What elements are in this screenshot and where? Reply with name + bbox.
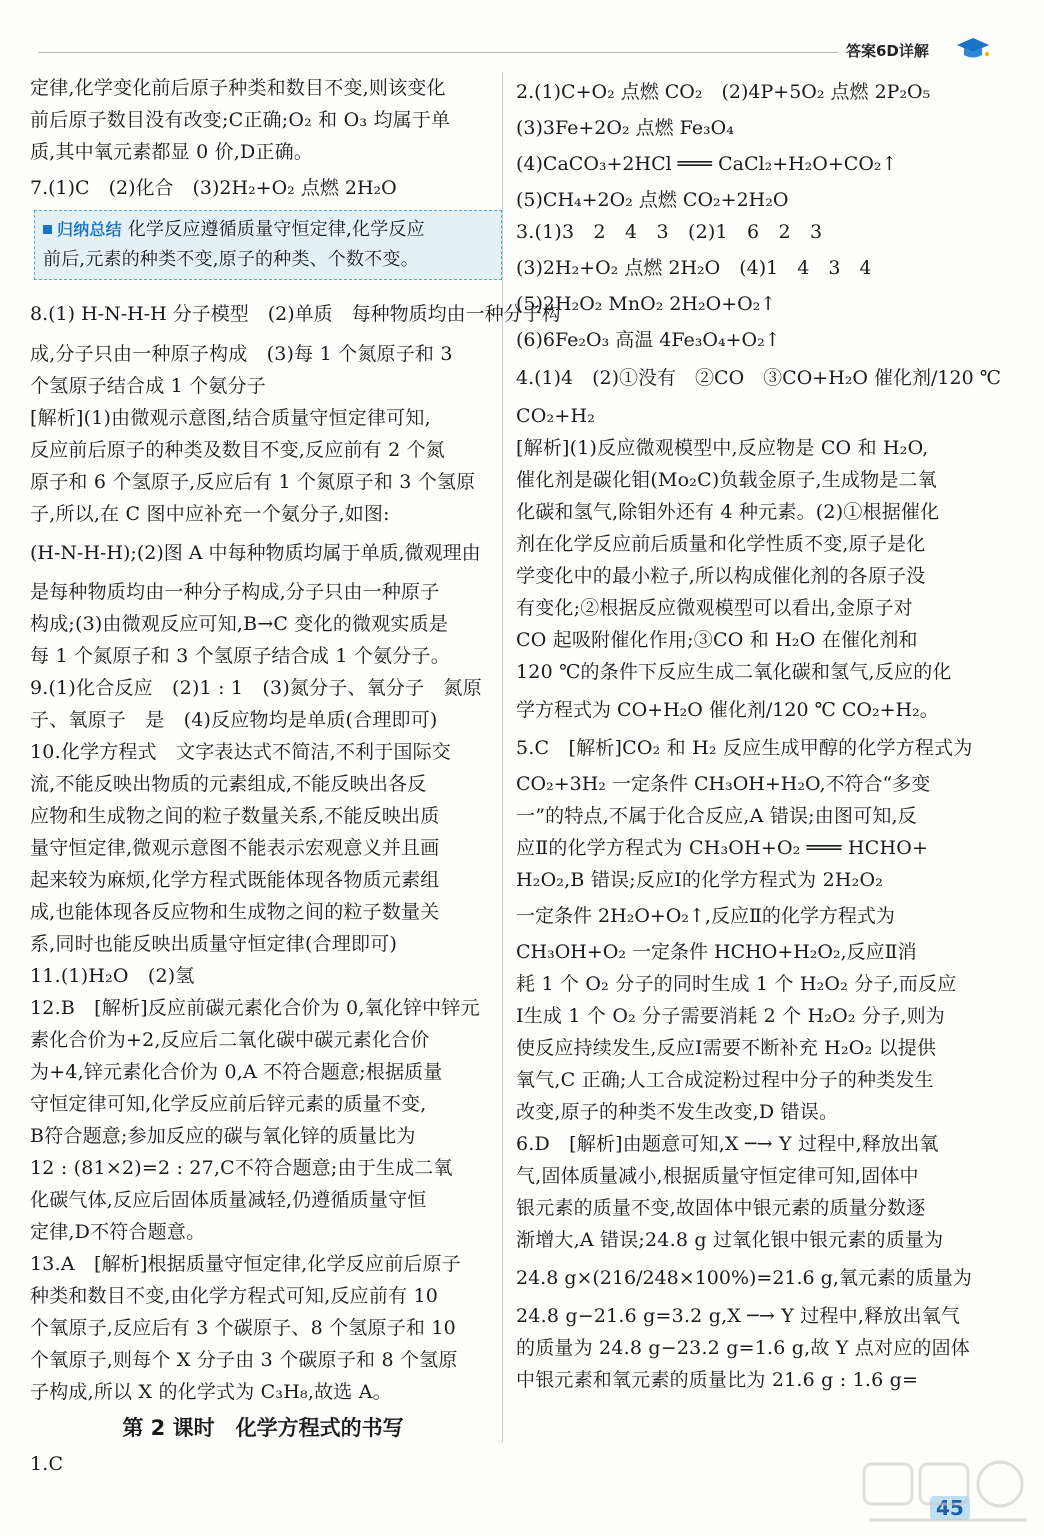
text-line: 质,其中氧元素都显 0 价,D正确。	[30, 141, 314, 163]
page-number: 45	[930, 1496, 970, 1520]
equation-line: (6)6Fe₂O₃ 高温 4Fe₃O₄+O₂↑	[516, 329, 781, 351]
text-line: CO 起吸附催化作用;③CO 和 H₂O 在催化剂和	[516, 629, 918, 651]
answer-5: 5.C [解析]CO₂ 和 H₂ 反应生成甲醇的化学方程式为	[516, 737, 973, 759]
answer-8: 8.(1) H-N-H-H 分子模型 (2)单质 每种物质均由一种分子构	[30, 303, 561, 325]
text-line: 素化合价为+2,反应后二氧化碳中碳元素化合价	[30, 1029, 430, 1051]
graduation-cap-icon	[956, 34, 990, 62]
text-line: 化碳和氢气,除钼外还有 4 种元素。(2)①根据催化	[516, 501, 940, 523]
text-line: H₂O₂,B 错误;反应Ⅰ的化学方程式为 2H₂O₂	[516, 869, 884, 891]
text-line: 定律,化学变化前后原子种类和数目不变,则该变化	[30, 77, 446, 99]
text-line: 一定条件 2H₂O+O₂↑,反应Ⅱ的化学方程式为	[516, 905, 895, 927]
text-line: B符合题意;参加反应的碳与氧化锌的质量比为	[30, 1125, 416, 1147]
text-line: 是每种物质均由一种分子构成,分子只由一种原子	[30, 581, 440, 603]
text-line: 个氧原子,则每个 X 分子由 3 个碳原子和 8 个氢原	[30, 1349, 458, 1371]
text-line: 24.8 g−21.6 g=3.2 g,X ─→ Y 过程中,释放出氧气	[516, 1305, 961, 1327]
answer-10: 10.化学方程式 文字表达式不简洁,不利于国际交	[30, 741, 452, 763]
text-line: 一”的特点,不属于化合反应,A 错误;由图可知,反	[516, 805, 917, 827]
equation-line: (3)3Fe+2O₂ 点燃 Fe₃O₄	[516, 117, 734, 139]
text-line: 系,同时也能反映出质量守恒定律(合理即可)	[30, 933, 398, 955]
text-line: 渐增大,A 错误;24.8 g 过氧化银中银元素的质量为	[516, 1229, 944, 1251]
answer-9: 9.(1)化合反应 (2)1 : 1 (3)氮分子、氧分子 氮原	[30, 677, 482, 699]
summary-label: 归纳总结	[43, 220, 122, 239]
section-title: 第 2 课时 化学方程式的书写	[122, 1416, 404, 1440]
text-line: 个氧原子,反应后有 3 个碳原子、8 个氢原子和 10	[30, 1317, 456, 1339]
text-line: CO₂+3H₂ 一定条件 CH₃OH+H₂O,不符合“多变	[516, 773, 931, 795]
equation-line: (5)CH₄+2O₂ 点燃 CO₂+2H₂O	[516, 189, 789, 211]
text-line: 个氢原子结合成 1 个氨分子	[30, 375, 266, 397]
text-line: 定律,D不符合题意。	[30, 1221, 206, 1243]
text-line: 化碳气体,反应后固体质量减轻,仍遵循质量守恒	[30, 1189, 427, 1211]
text-line: 催化剂是碳化钼(Mo₂C)负载金原子,生成物是二氧	[516, 469, 937, 491]
text-line: 学方程式为 CO+H₂O 催化剂/120 ℃ CO₂+H₂。	[516, 699, 939, 721]
answer-13: 13.A [解析]根据质量守恒定律,化学反应前后原子	[30, 1253, 462, 1275]
header-brand: 答案6D详解	[846, 42, 929, 60]
answer-3: 3.(1)3 2 4 3 (2)1 6 2 3	[516, 221, 823, 243]
text-line: CH₃OH+O₂ 一定条件 HCHO+H₂O₂,反应Ⅱ消	[516, 941, 917, 963]
text-line: 耗 1 个 O₂ 分子的同时生成 1 个 H₂O₂ 分子,而反应	[516, 973, 957, 995]
equation-line: (4)CaCO₃+2HCl ═══ CaCl₂+H₂O+CO₂↑	[516, 153, 898, 175]
text-line: 120 ℃的条件下反应生成二氧化碳和氢气,反应的化	[516, 661, 952, 683]
text-line: 构成;(3)由微观反应可知,B→C 变化的微观实质是	[30, 613, 449, 635]
text-line: 氧气,C 正确;人工合成淀粉过程中分子的种类发生	[516, 1069, 934, 1091]
text-line: 流,不能反映出物质的元素组成,不能反映出各反	[30, 773, 427, 795]
text-line: 反应前后原子的种类及数目不变,反应前有 2 个氮	[30, 439, 446, 461]
header-rule	[38, 52, 838, 53]
watermark-logo	[860, 1458, 1036, 1530]
text-line: 起来较为麻烦,化学方程式既能体现各物质元素组	[30, 869, 440, 891]
equation-line: (3)2H₂+O₂ 点燃 2H₂O (4)1 4 3 4	[516, 257, 872, 279]
text-line: 量守恒定律,微观示意图不能表示宏观意义并且画	[30, 837, 440, 859]
text-line: 子,所以,在 C 图中应补充一个氨分子,如图:	[30, 503, 390, 525]
summary-text: 前后,元素的种类不变,原子的种类、个数不变。	[43, 249, 419, 270]
answer-12: 12.B [解析]反应前碳元素化合价为 0,氧化锌中锌元	[30, 997, 480, 1019]
analysis-line: [解析](1)反应微观模型中,反应物是 CO 和 H₂O,	[516, 437, 929, 459]
text-line: 成,也能体现各反应物和生成物之间的粒子数量关	[30, 901, 440, 923]
text-line: 12 : (81×2)=2 : 27,C不符合题意;由于生成二氧	[30, 1157, 453, 1179]
text-line: 种类和数目不变,由化学方程式可知,反应前有 10	[30, 1285, 439, 1307]
text-line: Ⅰ生成 1 个 O₂ 分子需要消耗 2 个 H₂O₂ 分子,则为	[516, 1005, 946, 1027]
equation-line: (5)2H₂O₂ MnO₂ 2H₂O+O₂↑	[516, 293, 777, 315]
answer-2: 2.(1)C+O₂ 点燃 CO₂ (2)4P+5O₂ 点燃 2P₂O₅	[516, 81, 931, 103]
text-line: 子构成,所以 X 的化学式为 C₃H₈,故选 A。	[30, 1381, 392, 1403]
text-line: 每 1 个氮原子和 3 个氢原子结合成 1 个氨分子。	[30, 645, 450, 667]
text-line: 守恒定律可知,化学反应前后锌元素的质量不变,	[30, 1093, 427, 1115]
text-line: 气,固体质量减小,根据质量守恒定律可知,固体中	[516, 1165, 919, 1187]
answer-6: 6.D [解析]由题意可知,X ─→ Y 过程中,释放出氧	[516, 1133, 939, 1155]
answer-4: 4.(1)4 (2)①没有 ②CO ③CO+H₂O 催化剂/120 ℃	[516, 367, 1001, 389]
text-line: 使反应持续发生,反应Ⅰ需要不断补充 H₂O₂ 以提供	[516, 1037, 937, 1059]
text-line: 成,分子只由一种原子构成 (3)每 1 个氮原子和 3	[30, 343, 453, 365]
answer-1: 1.C	[30, 1453, 64, 1475]
text-line: 的质量为 24.8 g−23.2 g=1.6 g,故 Y 点对应的固体	[516, 1337, 970, 1359]
text-line: (H-N-H-H);(2)图 A 中每种物质均属于单质,微观理由	[30, 542, 481, 564]
column-divider	[502, 72, 503, 1442]
answer-7: 7.(1)C (2)化合 (3)2H₂+O₂ 点燃 2H₂O	[30, 177, 397, 199]
text-line: 中银元素和氧元素的质量比为 21.6 g : 1.6 g=	[516, 1369, 919, 1391]
text-line: 应物和生成物之间的粒子数量关系,不能反映出质	[30, 805, 440, 827]
text-line: 改变,原子的种类不发生改变,D 错误。	[516, 1101, 839, 1123]
summary-box	[34, 210, 502, 280]
text-line: 为+4,锌元素化合价为 0,A 不符合题意;根据质量	[30, 1061, 443, 1083]
text-line: 原子和 6 个氢原子,反应后有 1 个氮原子和 3 个氢原	[30, 471, 476, 493]
summary-text: 化学反应遵循质量守恒定律,化学反应	[127, 219, 425, 240]
text-line: 前后原子数目没有改变;C正确;O₂ 和 O₃ 均属于单	[30, 109, 451, 131]
text-line: 有变化;②根据反应微观模型可以看出,金原子对	[516, 597, 913, 619]
text-line: 剂在化学反应前后质量和化学性质不变,原子是化	[516, 533, 926, 555]
text-line: 学变化中的最小粒子,所以构成催化剂的各原子没	[516, 565, 926, 587]
analysis-line: [解析](1)由微观示意图,结合质量守恒定律可知,	[30, 407, 431, 429]
text-line: 24.8 g×(216/248×100%)=21.6 g,氧元素的质量为	[516, 1267, 972, 1289]
text-line: 子、氧原子 是 (4)反应物均是单质(合理即可)	[30, 709, 438, 731]
text-line: CO₂+H₂	[516, 405, 596, 427]
answer-11: 11.(1)H₂O (2)氢	[30, 965, 195, 987]
right-column	[516, 72, 1001, 1396]
text-line: 银元素的质量不变,故固体中银元素的质量分数逐	[516, 1197, 926, 1219]
text-line: 应Ⅱ的化学方程式为 CH₃OH+O₂ ═══ HCHO+	[516, 837, 929, 859]
